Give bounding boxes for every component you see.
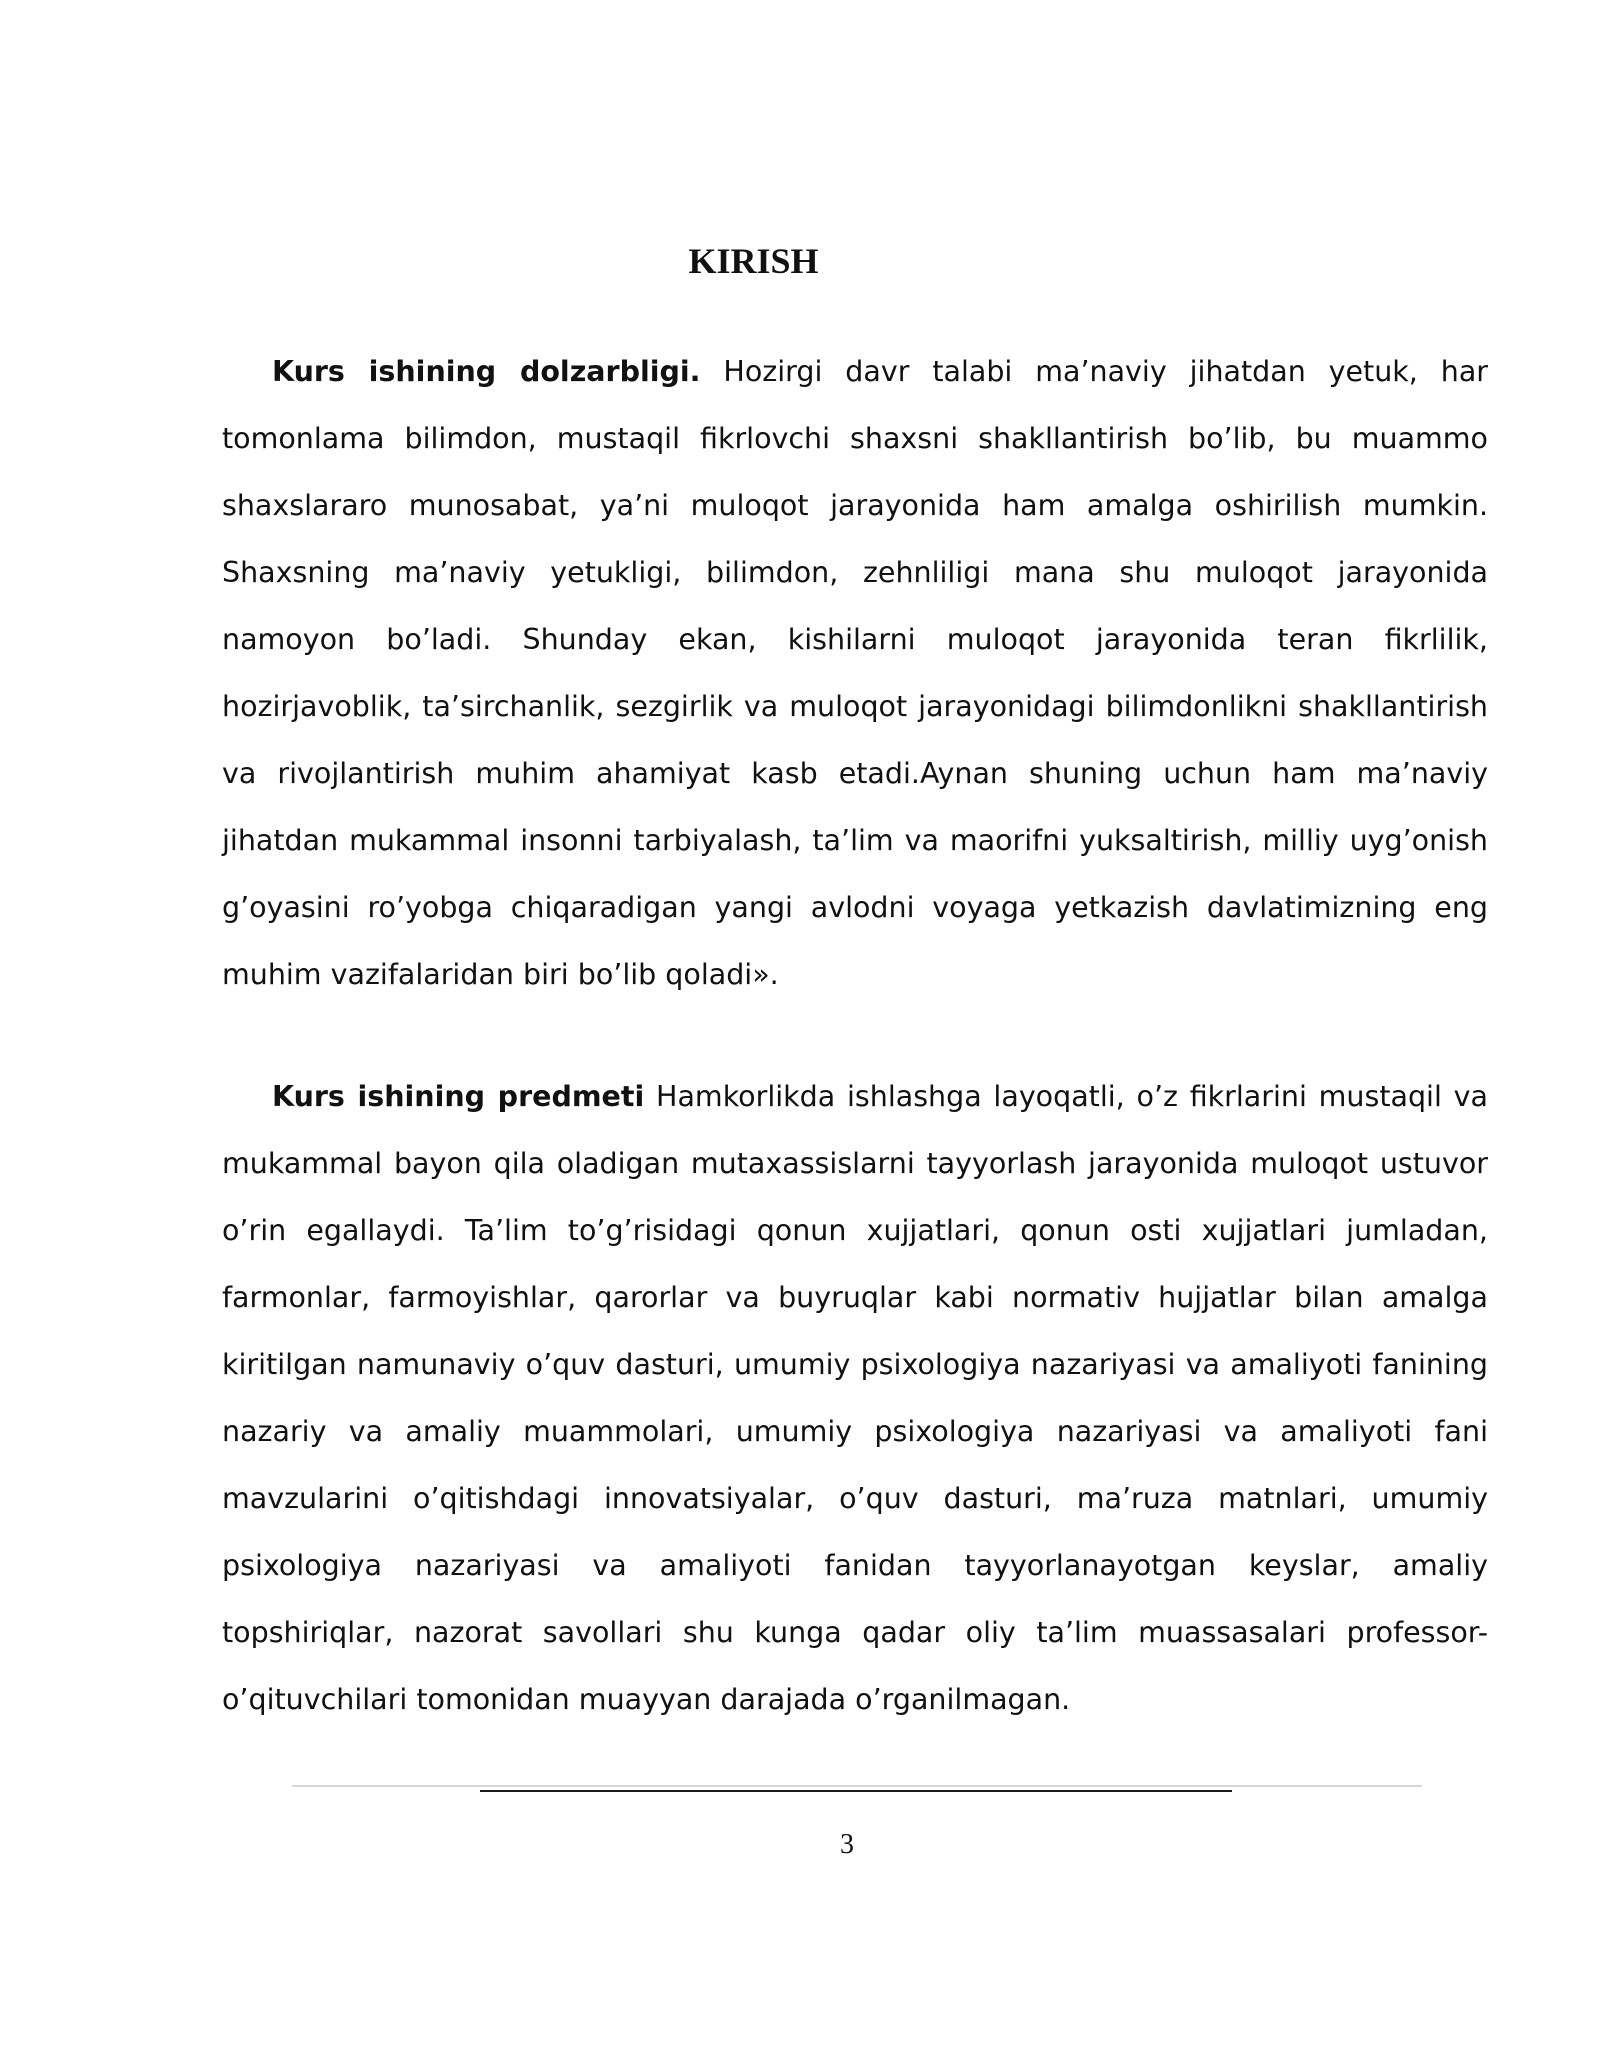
paragraph-relevance-text: Hozirgi davr talabi ma’naviy jihatdan yetuk, har tomonlama bilimdon, mustaqil fikrlovchi shaxsni shakllantirish bo’lib, bu muammo shaxslararo munosabat, ya’ni muloqot jarayonida ham amalga oshirilish mumkin. Shaxsning ma’naviy yetukligi, bilimdon, zehnliligi mana shu muloqot jarayonida namoyon bo’ladi. Shunday ekan, kishilarni muloqot jarayonida teran fikrlilik, hozirjavoblik, ta’sirchanlik, sezgirlik va muloqot jarayonidagi bilimdonlikni shakllantirish va rivojlantirish muhim ahamiyat kasb etadi.Aynan shuning uchun ham ma’naviy jihatdan mukammal insonni tarbiyalash, ta’lim va maorifni yuksaltirish, milliy uyg’onish g’oyasini ro’yobga chiqaradigan yangi avlodni voyaga yetkazish davlatimizning eng muhim vazifalaridan biri bo’lib qoladi». xyxy=(222,355,1488,991)
paragraph-relevance xyxy=(222,338,1488,1008)
page-title: KIRISH xyxy=(688,241,819,281)
footer-divider-light xyxy=(292,1785,1422,1787)
paragraph-relevance-lead: Kurs ishining dolzarbligi. xyxy=(272,355,701,388)
footer-divider-dark xyxy=(480,1790,1232,1792)
page-number: 3 xyxy=(840,1829,854,1860)
paragraph-subject-lead: Kurs ishining predmeti xyxy=(272,1080,645,1113)
paragraph-subject-text: Hamkorlikda ishlashga layoqatli, o’z fikrlarini mustaqil va mukammal bayon qila oladigan mutaxassislarni tayyorlash jarayonida muloqot ustuvor o’rin egallaydi. Ta’lim to’g’risidagi qonun xujjatlari, qonun osti xujjatlari jumladan, farmonlar, farmoyishlar, qarorlar va buyruqlar kabi normativ hujjatlar bilan amalga kiritilgan namunaviy o’quv dasturi, umumiy psixologiya nazariyasi va amaliyoti fanining nazariy va amaliy muammolari, umumiy psixologiya nazariyasi va amaliyoti fani mavzularini o’qitishdagi innovatsiyalar, o’quv dasturi, ma’ruza matnlari, umumiy psixologiya nazariyasi va amaliyoti fanidan tayyorlanayotgan keyslar, amaliy topshiriqlar, nazorat savollari shu kunga qadar oliy ta’lim muassasalari professor-o’qituvchilari tomonidan muayyan darajada o’rganilmagan. xyxy=(222,1080,1488,1716)
paragraph-subject xyxy=(222,1063,1488,1733)
